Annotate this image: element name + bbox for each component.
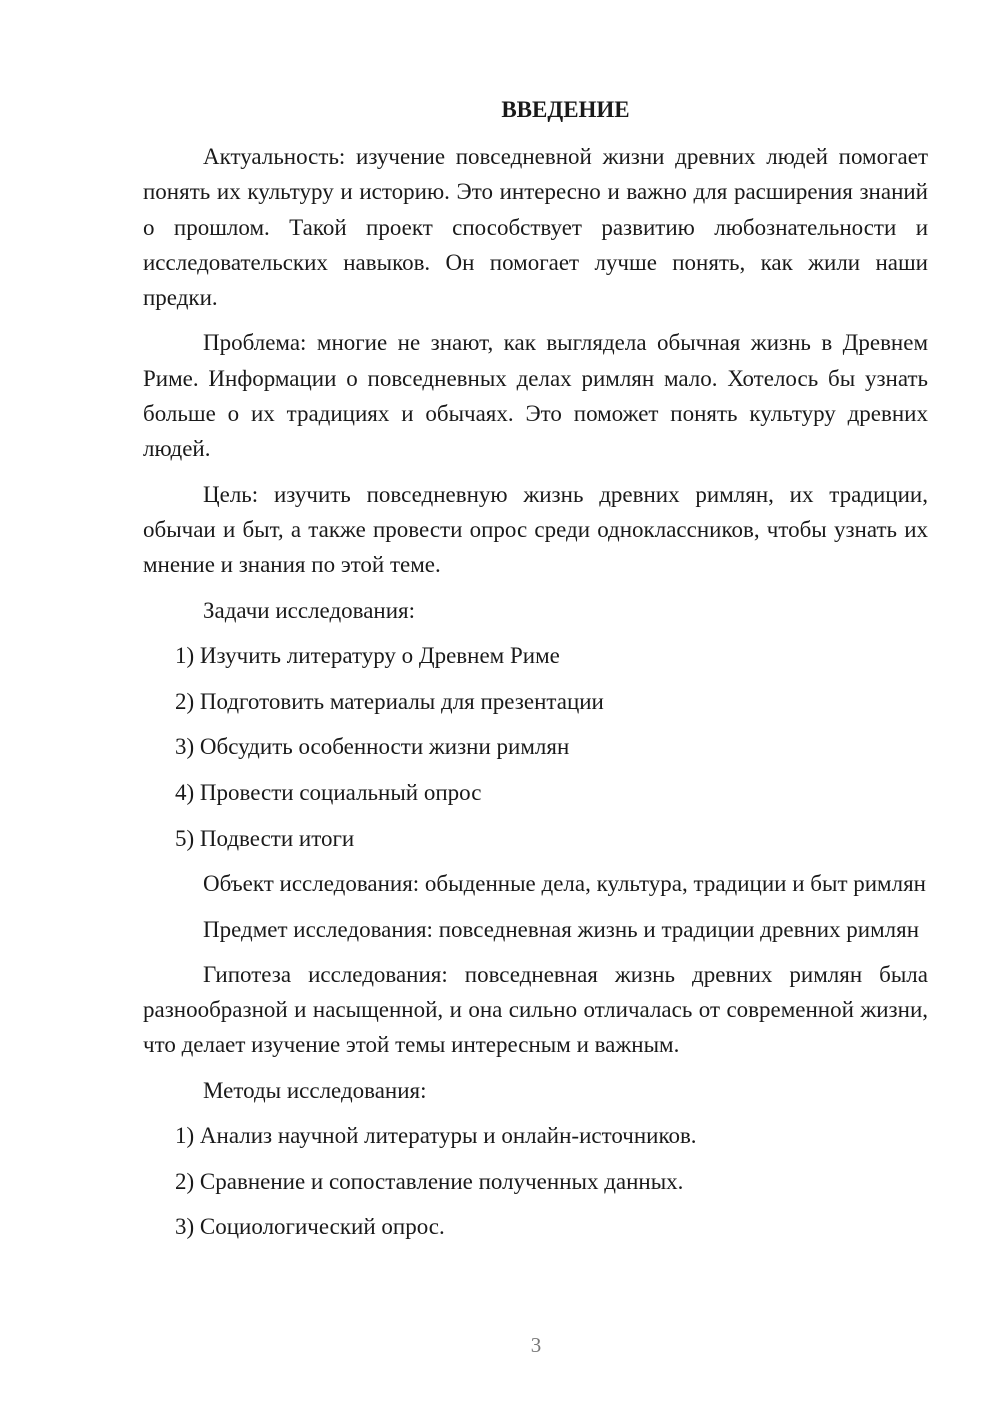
problem-paragraph: Проблема: многие не знают, как выглядела обычная жизнь в Древнем Риме. Информации о повседневных делах римлян мало. Хотелось бы узнать больше о их традициях и обычаях. Это поможет понять культуру древних людей. [143, 330, 928, 462]
methods-heading: Методы исследования: [203, 1077, 427, 1103]
methods-list [143, 1118, 928, 1245]
object-paragraph: Объект исследования: обыденные дела, культура, традиции и быт римлян [203, 871, 926, 897]
subject-paragraph: Предмет исследования: повседневная жизнь и традиции древних римлян [203, 916, 920, 942]
page-number: 3 [530, 1333, 542, 1357]
page-content [143, 96, 928, 1255]
list-item: 1) Анализ научной литературы и онлайн-источников. [175, 1123, 697, 1149]
list-item: 4) Провести социальный опрос [175, 779, 482, 805]
list-item: 5) Подвести итоги [175, 825, 355, 851]
list-item: 2) Подготовить материалы для презентации [175, 688, 604, 714]
hypothesis-paragraph: Гипотеза исследования: повседневная жизнь древних римлян была разнообразной и насыщенной, и она сильно отличалась от современной жизни, что делает изучение этой темы интересным и важным. [143, 961, 928, 1058]
relevance-paragraph: Актуальность: изучение повседневной жизни древних людей помогает понять их культуру и историю. Это интересно и важно для расширения знаний о прошлом. Такой проект способствует развитию любознательности и исследовательских навыков. Он помогает лучше понять, как жили наши предки. [143, 144, 928, 311]
list-item: 3) Социологический опрос. [175, 1214, 445, 1240]
tasks-heading: Задачи исследования: [203, 597, 416, 623]
list-item: 1) Изучить литературу о Древнем Риме [175, 642, 560, 668]
goal-paragraph: Цель: изучить повседневную жизнь древних римлян, их традиции, обычаи и быт, а также провести опрос среди одноклассников, чтобы узнать их мнение и знания по этой теме. [143, 481, 928, 578]
page-title: ВВЕДЕНИЕ [501, 97, 630, 122]
list-item: 2) Сравнение и сопоставление полученных данных. [175, 1168, 684, 1194]
list-item: 3) Обсудить особенности жизни римлян [175, 734, 570, 760]
tasks-list [143, 638, 928, 856]
